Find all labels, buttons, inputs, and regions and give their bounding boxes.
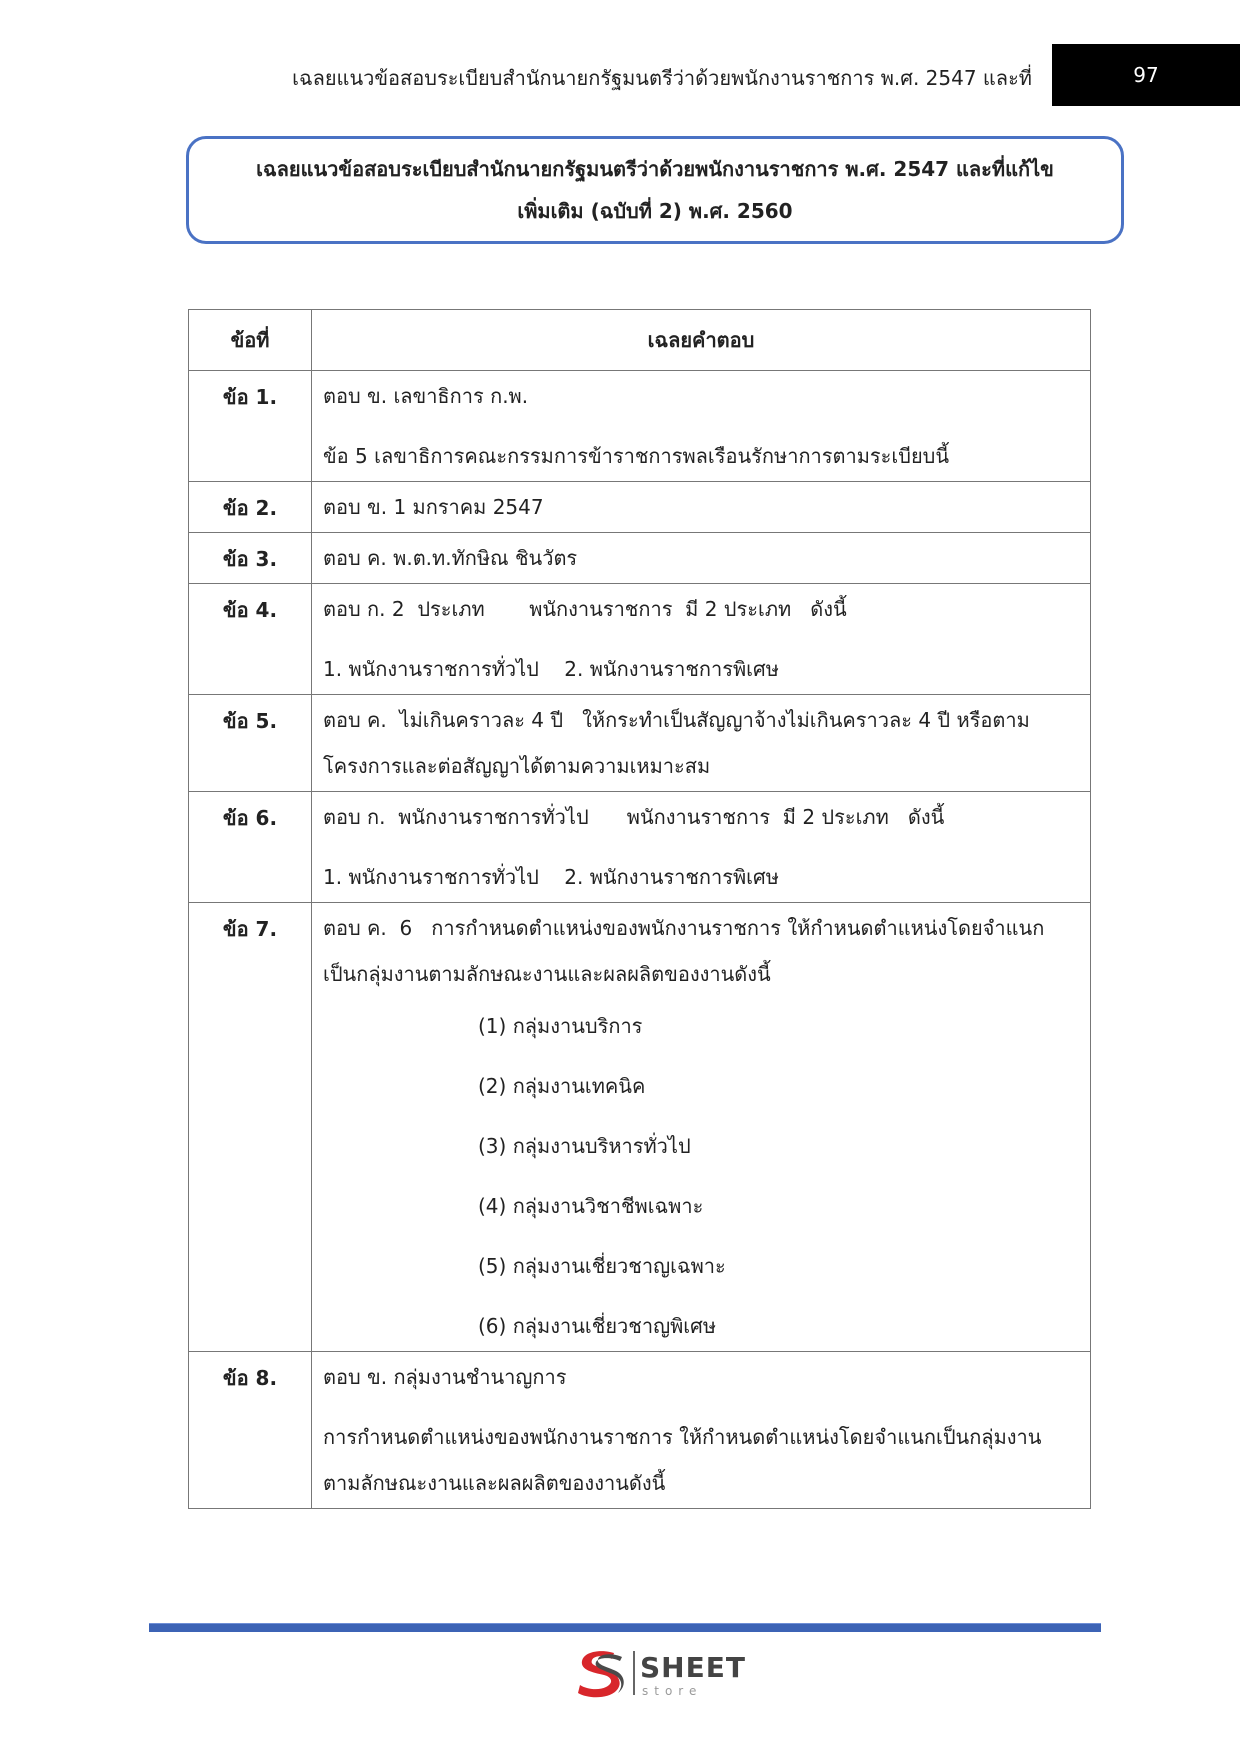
answer-line: ตอบ ค. พ.ต.ท.ทักษิณ ชินวัตร	[323, 546, 578, 570]
table-row	[189, 792, 1091, 903]
list-item: (4) กลุ่มงานวิชาชีพเฉพาะ	[478, 1194, 704, 1218]
table-row	[189, 903, 1091, 1352]
list-item: (1) กลุ่มงานบริการ	[478, 1014, 643, 1038]
answer-cell	[312, 533, 1091, 584]
answer-cell	[312, 792, 1091, 903]
table-row	[189, 1352, 1091, 1509]
table-row	[189, 533, 1091, 584]
answer-cell	[312, 695, 1091, 792]
logo-subtext: store	[642, 1684, 703, 1698]
table-row	[189, 371, 1091, 482]
list-item: (5) กลุ่มงานเชี่ยวชาญเฉพาะ	[478, 1254, 726, 1278]
answer-line: 1. พนักงานราชการทั่วไป 2. พนักงานราชการพิเศษ	[323, 657, 779, 681]
sheet-s-logo-icon	[574, 1647, 630, 1699]
answer-line: ตอบ ข. เลขาธิการ ก.พ.	[323, 384, 529, 408]
answer-line: ตอบ ก. 2 ประเภท พนักงานราชการ มี 2 ประเภท ดังนี้	[323, 597, 847, 621]
answer-line: โครงการและต่อสัญญาได้ตามความเหมาะสม	[323, 754, 711, 778]
logo-divider	[633, 1651, 635, 1695]
question-number: ข้อ 4.	[189, 584, 312, 695]
answer-cell	[312, 371, 1091, 482]
answer-line: การกำหนดตำแหน่งของพนักงานราชการ ให้กำหนดตำแหน่งโดยจำแนกเป็นกลุ่มงาน	[323, 1425, 1042, 1449]
list-item: (6) กลุ่มงานเชี่ยวชาญพิเศษ	[478, 1314, 717, 1338]
answer-line: ตอบ ค. ไม่เกินคราวละ 4 ปี ให้กระทำเป็นสัญญาจ้างไม่เกินคราวละ 4 ปี หรือตาม	[323, 708, 1030, 732]
table-row	[189, 482, 1091, 533]
table-row	[189, 695, 1091, 792]
question-number: ข้อ 7.	[189, 903, 312, 1352]
page-number: 97	[1052, 44, 1240, 106]
sheet-store-logo	[574, 1647, 744, 1701]
title-line-2: เพิ่มเติม (ฉบับที่ 2) พ.ศ. 2560	[517, 199, 793, 223]
table-row	[189, 584, 1091, 695]
question-number: ข้อ 3.	[189, 533, 312, 584]
answer-line: ตอบ ข. 1 มกราคม 2547	[323, 495, 544, 519]
footer-bar	[149, 1623, 1101, 1632]
list-item: (3) กลุ่มงานบริหารทั่วไป	[478, 1134, 691, 1158]
question-number: ข้อ 6.	[189, 792, 312, 903]
logo-text: SHEET	[640, 1651, 746, 1684]
column-header-answer: เฉลยคำตอบ	[312, 310, 1091, 371]
table-header-row	[189, 310, 1091, 371]
answer-line: ตอบ ค. 6 การกำหนดตำแหน่งของพนักงานราชการ ให้กำหนดตำแหน่งโดยจำแนก	[323, 916, 1045, 940]
answer-line: ข้อ 5 เลขาธิการคณะกรรมการข้าราชการพลเรือนรักษาการตามระเบียบนี้	[323, 444, 950, 468]
answer-line: 1. พนักงานราชการทั่วไป 2. พนักงานราชการพิเศษ	[323, 865, 779, 889]
column-header-no: ข้อที่	[189, 310, 312, 371]
answer-line: ตอบ ก. พนักงานราชการทั่วไป พนักงานราชการ มี 2 ประเภท ดังนี้	[323, 805, 945, 829]
question-number: ข้อ 1.	[189, 371, 312, 482]
answer-cell	[312, 482, 1091, 533]
answer-line: ตอบ ข. กลุ่มงานชำนาญการ	[323, 1365, 567, 1389]
running-header: เฉลยแนวข้อสอบระเบียบสำนักนายกรัฐมนตรีว่าด้วยพนักงานราชการ พ.ศ. 2547 และที่	[292, 66, 1032, 90]
answer-cell	[312, 903, 1091, 1352]
question-number: ข้อ 8.	[189, 1352, 312, 1509]
question-number: ข้อ 5.	[189, 695, 312, 792]
answer-cell	[312, 584, 1091, 695]
answer-line: เป็นกลุ่มงานตามลักษณะงานและผลผลิตของงานดังนี้	[323, 962, 771, 986]
work-group-list	[323, 1011, 1080, 1341]
answer-cell	[312, 1352, 1091, 1509]
title-line-1: เฉลยแนวข้อสอบระเบียบสำนักนายกรัฐมนตรีว่าด้วยพนักงานราชการ พ.ศ. 2547 และที่แก้ไข	[256, 157, 1054, 181]
question-number: ข้อ 2.	[189, 482, 312, 533]
list-item: (2) กลุ่มงานเทคนิค	[478, 1074, 646, 1098]
answer-line: ตามลักษณะงานและผลผลิตของงานดังนี้	[323, 1471, 666, 1495]
title-box	[186, 136, 1124, 244]
answer-table	[188, 309, 1091, 1509]
